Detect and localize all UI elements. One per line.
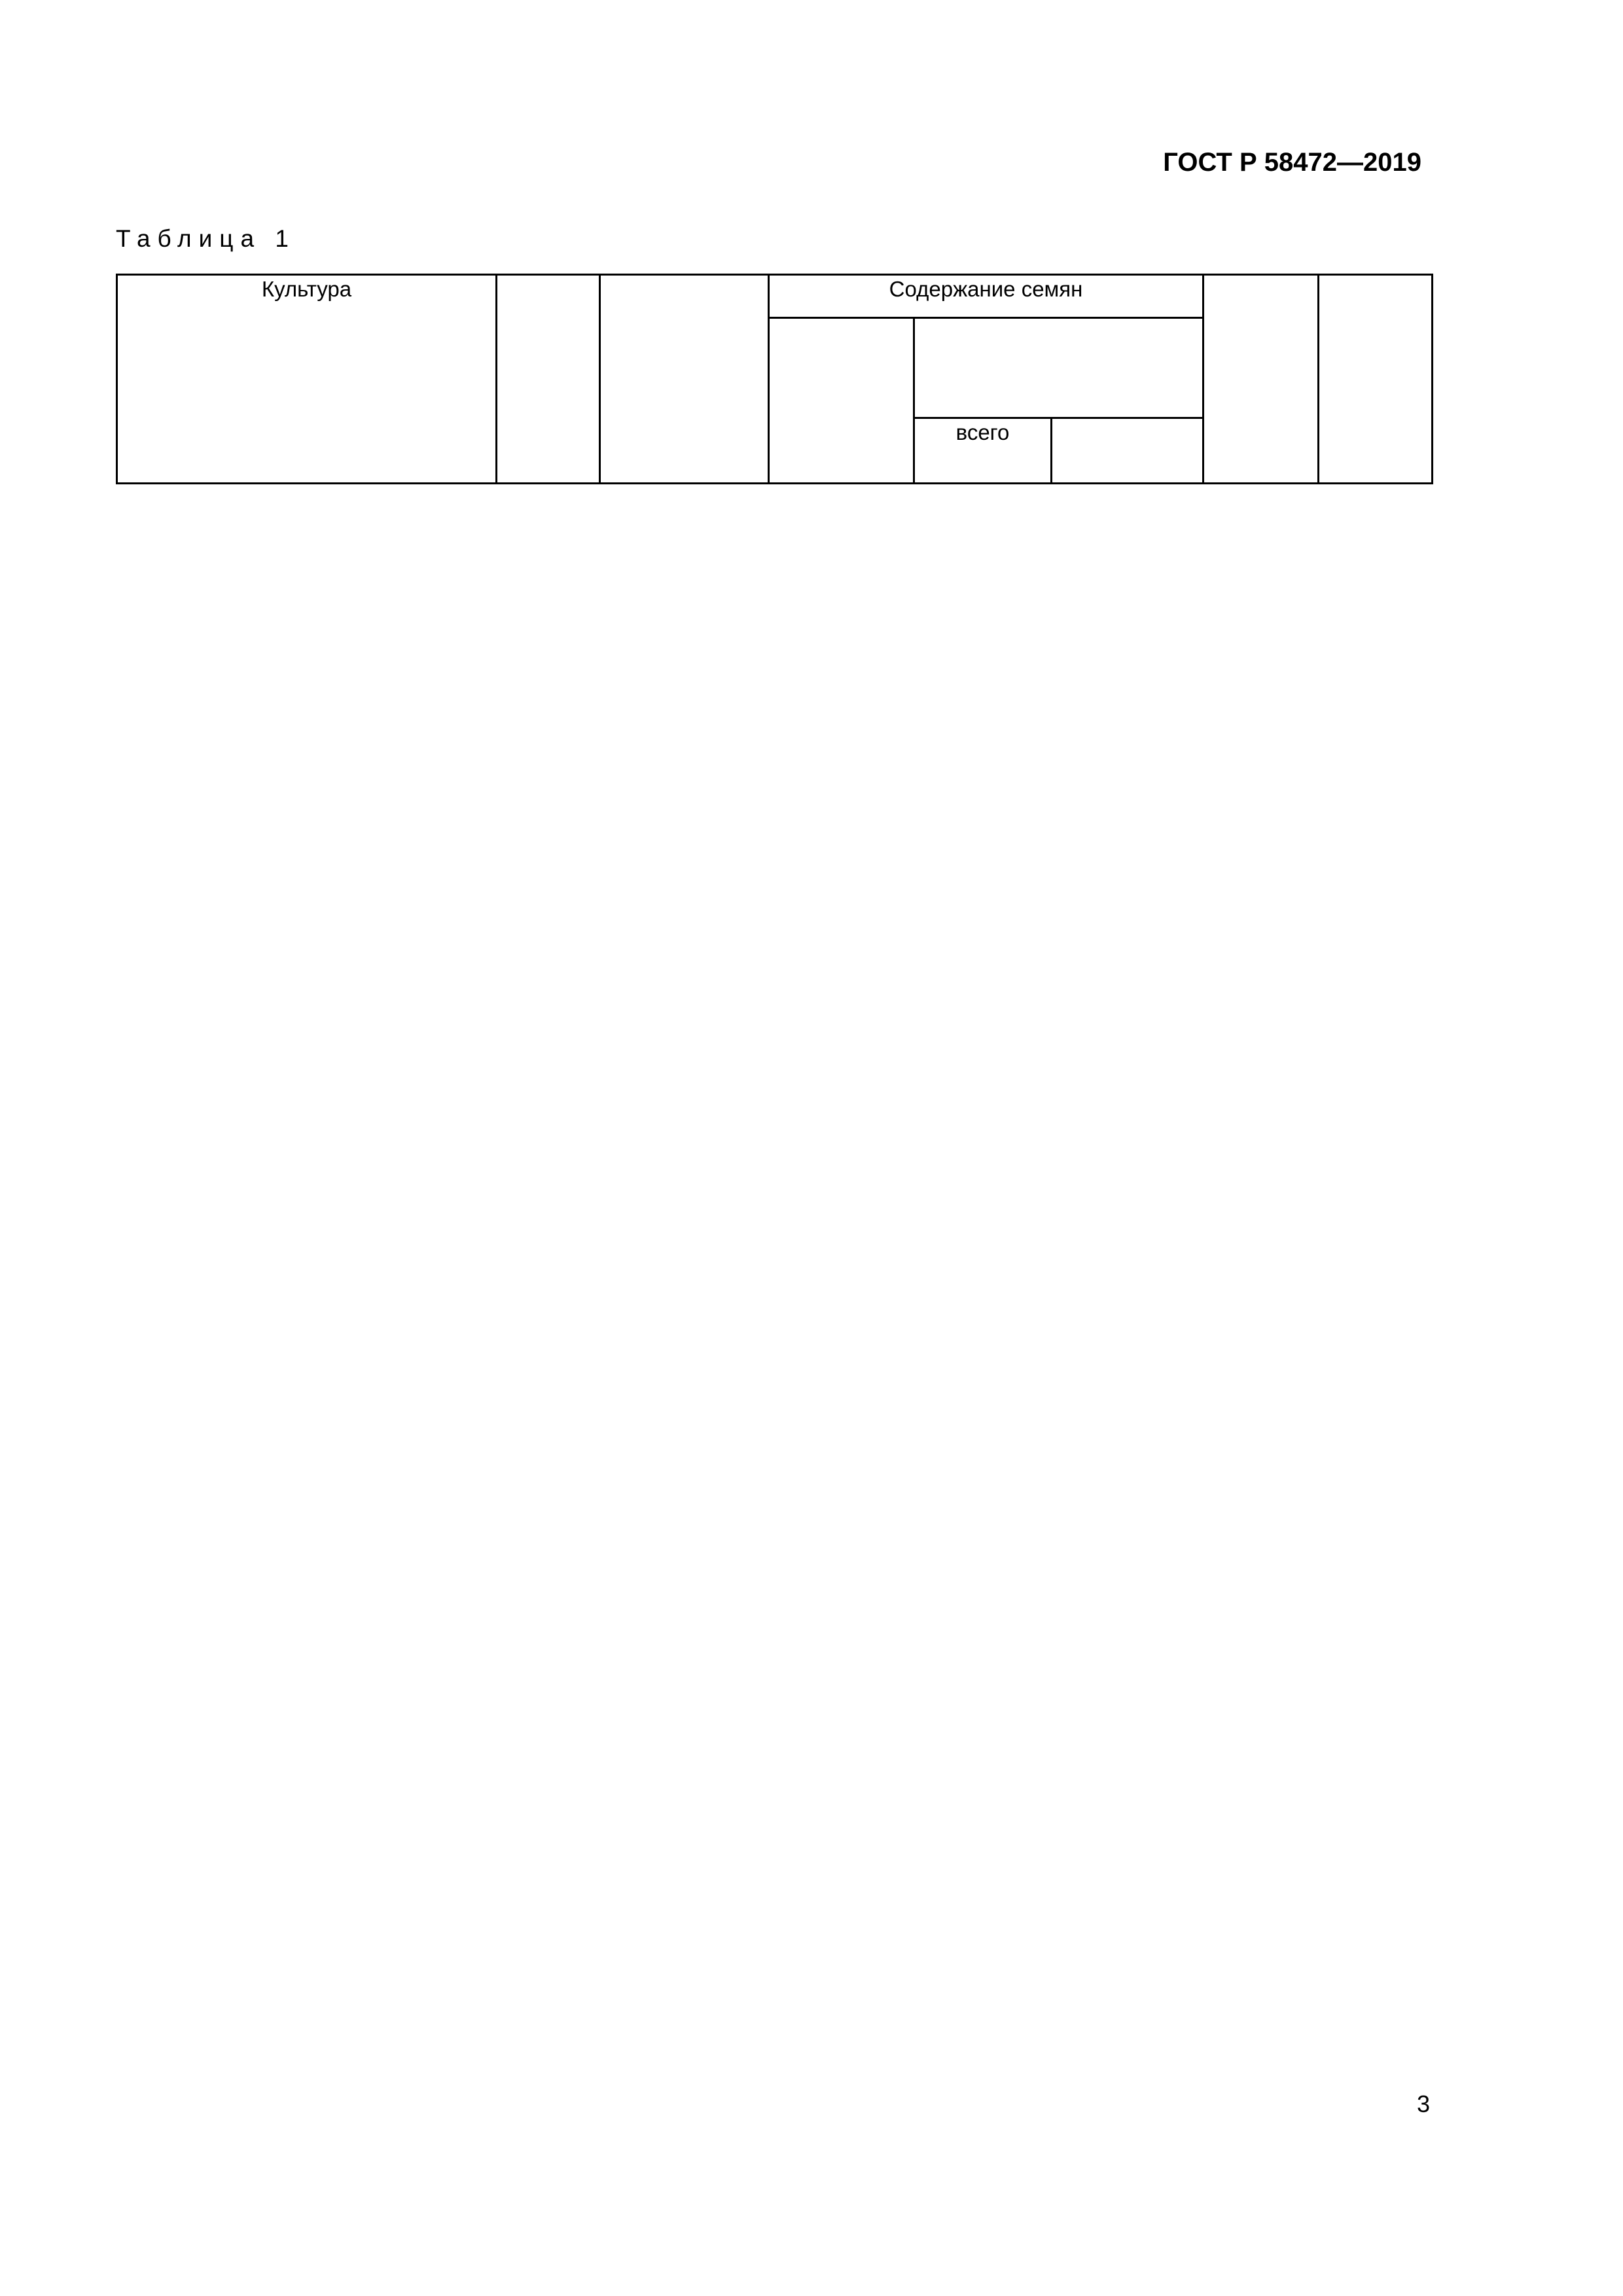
header-purity bbox=[600, 275, 769, 484]
header-culture: Культура bbox=[117, 275, 497, 484]
header-germination bbox=[1204, 275, 1319, 484]
header-category bbox=[497, 275, 600, 484]
header-total: всего bbox=[914, 418, 1052, 484]
header-incl-weeds bbox=[1052, 418, 1204, 484]
page-number: 3 bbox=[1416, 2090, 1430, 2117]
table-header bbox=[117, 275, 1433, 484]
header-moisture bbox=[1319, 275, 1433, 484]
table-caption: Таблица 1 bbox=[116, 225, 296, 252]
header-other-species bbox=[914, 318, 1204, 418]
header-seed-content: Содержание семян bbox=[769, 275, 1204, 318]
document-code: ГОСТ Р 58472—2019 bbox=[1163, 148, 1421, 177]
header-main-culture bbox=[769, 318, 914, 484]
seed-quality-table bbox=[116, 274, 1433, 484]
